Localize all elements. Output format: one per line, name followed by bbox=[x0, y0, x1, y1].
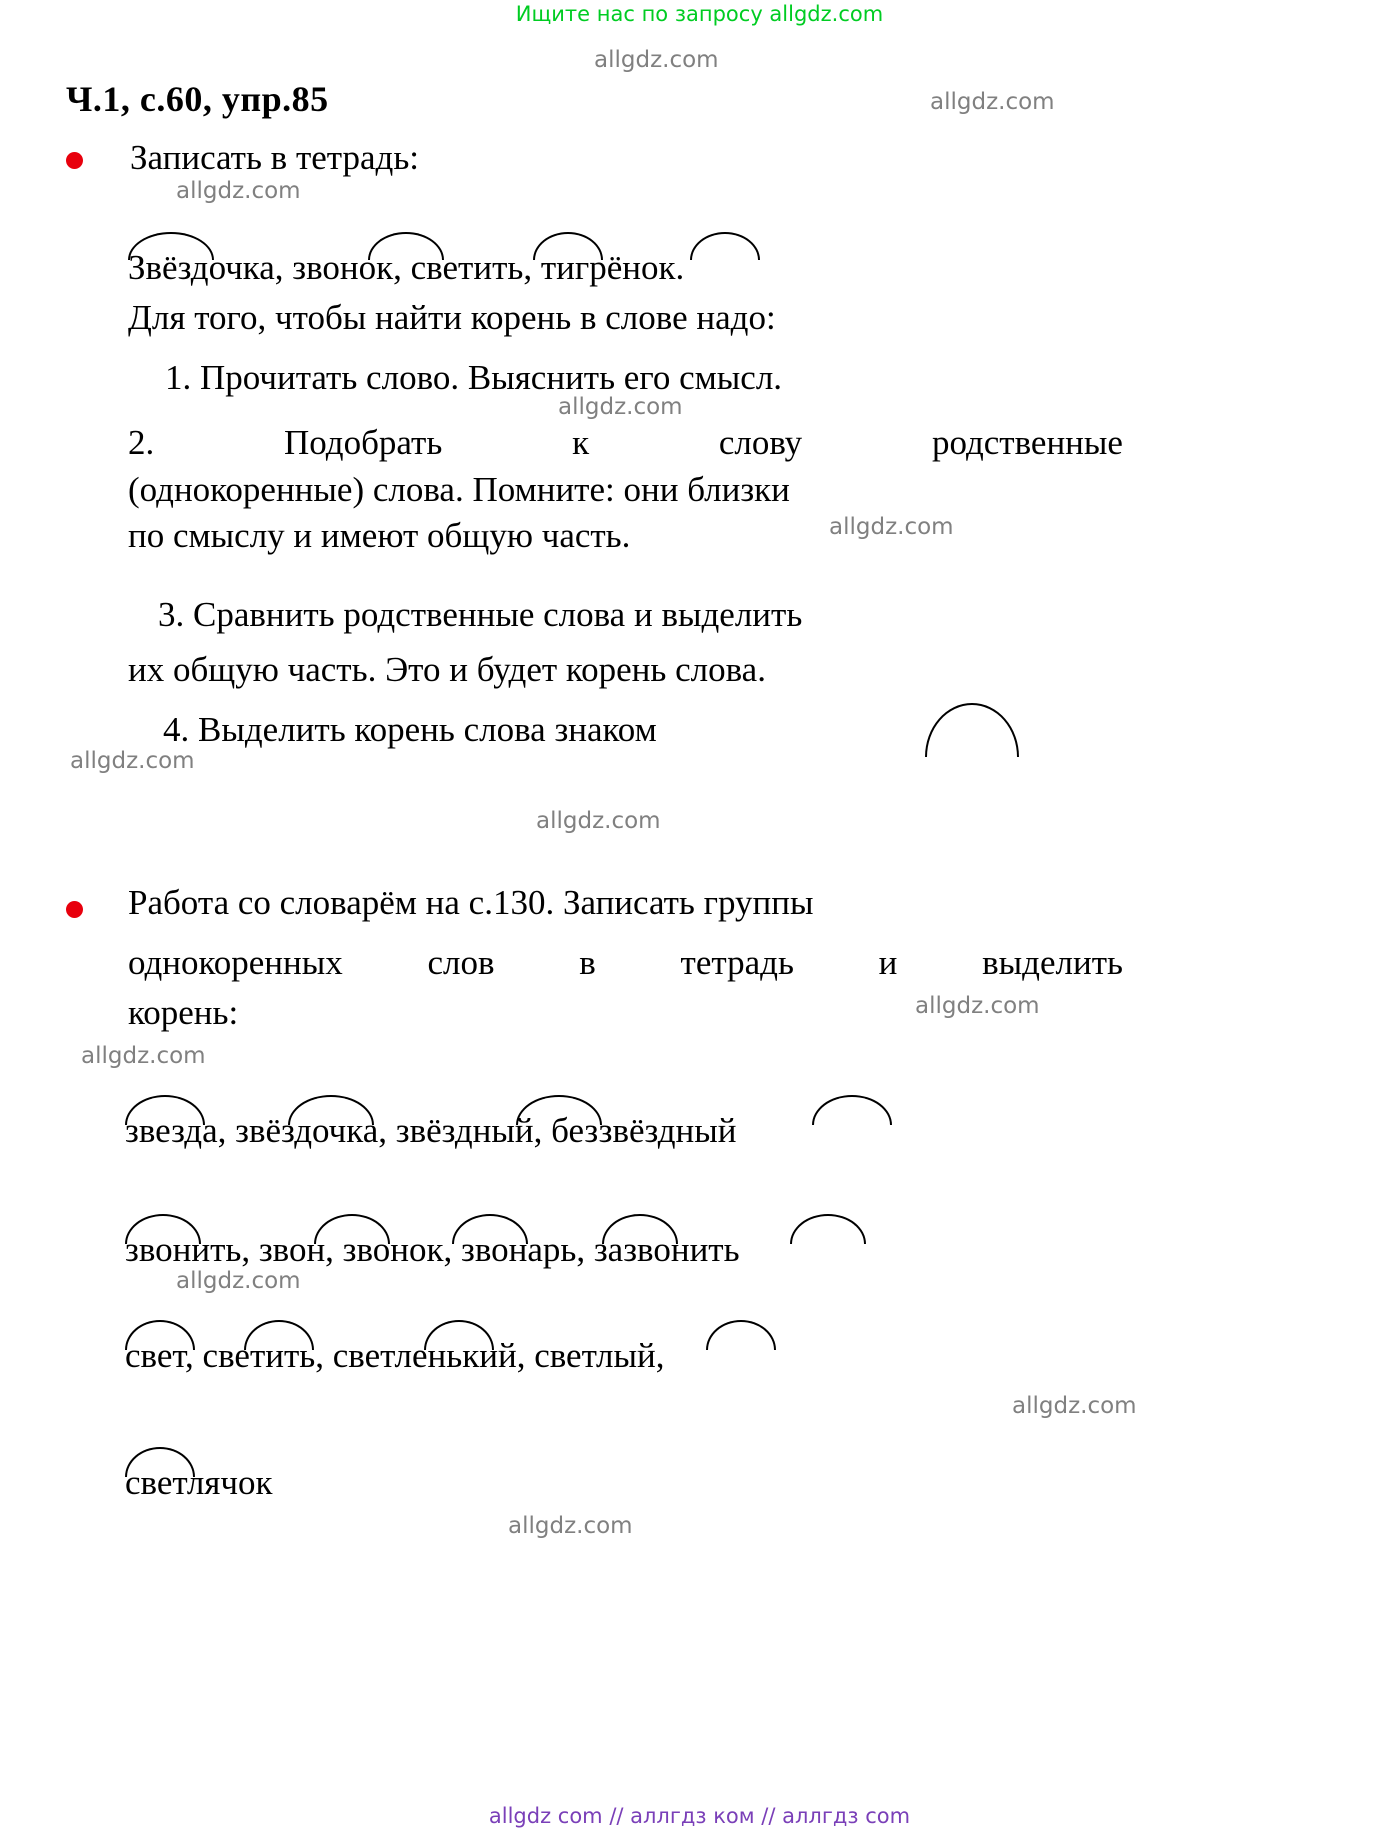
task-1-step-3-line-2: их общую часть. Это и будет корень слова. bbox=[128, 650, 766, 689]
watermark: allgdz.com bbox=[508, 1513, 633, 1539]
watermark: allgdz.com bbox=[594, 47, 719, 73]
task-1-word-line: Звёздочка, звонок, светить, тигрёнок. bbox=[128, 248, 685, 287]
task-2-answer-line-3: свет, светить, светленький, светлый, bbox=[125, 1336, 665, 1375]
step-2-word: к bbox=[572, 423, 590, 462]
watermark: allgdz.com bbox=[829, 514, 954, 540]
bottom-banner-watermark: allgdz com // аллгдз ком // аллгдз com bbox=[488, 1804, 911, 1828]
step-2-line-3: по смыслу и имеют общую часть. bbox=[128, 516, 631, 556]
root-arc-icon bbox=[790, 1214, 866, 1244]
bullet-marker-task-1 bbox=[66, 152, 83, 169]
top-banner-watermark: Ищите нас по запросу allgdz.com bbox=[515, 2, 884, 26]
root-arc-icon bbox=[314, 1214, 390, 1244]
root-arc-icon bbox=[125, 1214, 201, 1244]
step-2-num: 2. bbox=[128, 423, 155, 462]
prompt-word: однокоренных bbox=[128, 943, 343, 982]
root-arc-icon bbox=[125, 1447, 195, 1477]
root-arc-icon bbox=[424, 1320, 494, 1350]
watermark: allgdz.com bbox=[558, 394, 683, 420]
root-sign-icon bbox=[925, 703, 1019, 757]
root-arc-icon bbox=[706, 1320, 776, 1350]
watermark: allgdz.com bbox=[81, 1043, 206, 1069]
step-2-word: родственные bbox=[931, 423, 1123, 462]
task-1-step-2 bbox=[128, 420, 1123, 560]
task-1-step-1: 1. Прочитать слово. Выяснить его смысл. bbox=[165, 358, 783, 397]
root-arc-icon bbox=[125, 1095, 205, 1125]
watermark: allgdz.com bbox=[176, 1268, 301, 1294]
prompt-word: тетрадь bbox=[680, 943, 794, 982]
watermark: allgdz.com bbox=[930, 89, 1055, 115]
root-arc-icon bbox=[452, 1214, 528, 1244]
root-arc-icon bbox=[128, 232, 214, 260]
prompt-word: выделить bbox=[982, 943, 1123, 982]
watermark: allgdz.com bbox=[1012, 1393, 1137, 1419]
task-2-answer-line-2: звонить, звон, звонок, звонарь, зазвонить bbox=[125, 1230, 740, 1269]
watermark: allgdz.com bbox=[70, 748, 195, 774]
root-arc-icon bbox=[602, 1214, 678, 1244]
root-arc-icon bbox=[690, 232, 760, 260]
root-arc-icon bbox=[288, 1095, 374, 1125]
task-1-prompt: Записать в тетрадь: bbox=[130, 138, 420, 177]
prompt-word: и bbox=[878, 943, 898, 982]
bullet-marker-task-2 bbox=[66, 901, 83, 918]
task-2-prompt-line-3: корень: bbox=[128, 993, 239, 1032]
task-1-intro: Для того, чтобы найти корень в слове надо: bbox=[128, 298, 776, 337]
prompt-word: в bbox=[579, 943, 596, 982]
step-2-word: слову bbox=[718, 423, 803, 462]
watermark: allgdz.com bbox=[536, 808, 661, 834]
task-2-prompt-line-1: Работа со словарём на с.130. Записать группы bbox=[128, 883, 814, 922]
watermark: allgdz.com bbox=[915, 993, 1040, 1019]
task-1-step-4: 4. Выделить корень слова знаком bbox=[163, 710, 657, 749]
task-2-answer-line-1: звезда, звёздочка, звёздный, беззвёздный bbox=[125, 1111, 737, 1150]
root-arc-icon bbox=[125, 1320, 195, 1350]
root-arc-icon bbox=[516, 1095, 602, 1125]
task-1-step-3-line-1: 3. Сравнить родственные слова и выделить bbox=[158, 595, 803, 634]
root-arc-icon bbox=[244, 1320, 314, 1350]
step-2-line-2: (однокоренные) слова. Помните: они близки bbox=[128, 469, 790, 509]
task-2-answer-line-4: светлячок bbox=[125, 1463, 273, 1502]
watermark: allgdz.com bbox=[176, 178, 301, 204]
root-arc-icon bbox=[812, 1095, 892, 1125]
task-2-prompt-line-2 bbox=[128, 940, 1123, 987]
page-title: Ч.1, с.60, упр.85 bbox=[66, 79, 329, 119]
root-arc-icon bbox=[533, 232, 603, 260]
root-arc-icon bbox=[368, 232, 444, 260]
step-2-word: Подобрать bbox=[284, 423, 443, 462]
prompt-word: слов bbox=[427, 943, 495, 982]
